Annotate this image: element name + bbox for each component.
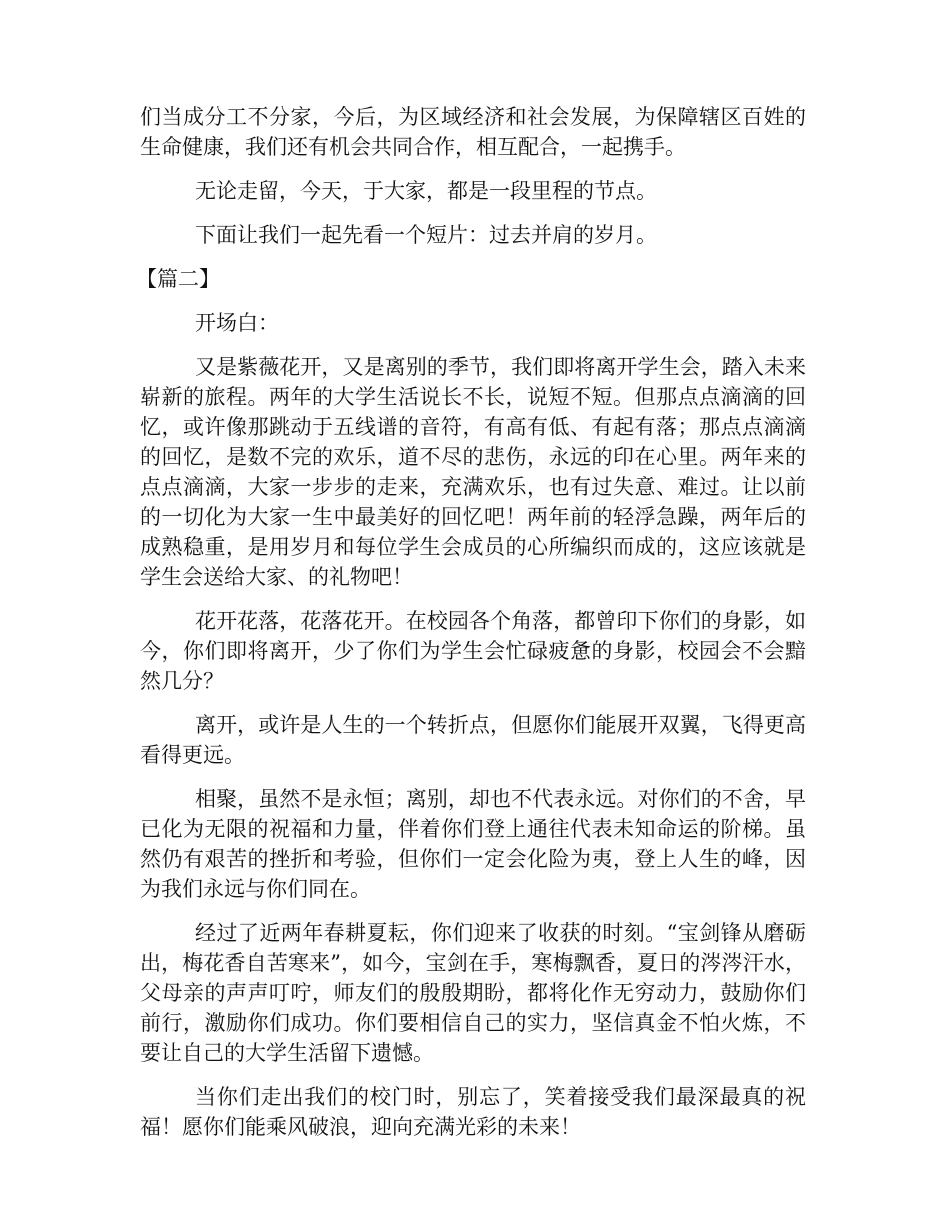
paragraph-turning-point: 离开，或许是人生的一个转折点，但愿你们能展开双翼，飞得更高看得更远。 xyxy=(140,713,806,767)
paragraph-reunion: 相聚，虽然不是永恒；离别，却也不代表永远。对你们的不舍，早已化为无限的祝福和力量，伴着你们登上通往代表未知命运的阶梯。虽然仍有艰苦的挫折和考验，但你们一定会化险为夷，登上人生的峰，因为我们永远与你们同在。 xyxy=(140,787,806,901)
paragraph-blessing: 当你们走出我们的校门时，别忘了，笑着接受我们最深最真的祝福！愿你们能乘风破浪，迎向充满光彩的未来！ xyxy=(140,1085,806,1139)
document-page xyxy=(136,102,806,1156)
continuation-paragraph: 们当成分工不分家，今后，为区域经济和社会发展，为保障辖区百姓的生命健康，我们还有机会共同合作，相互配合，一起携手。 xyxy=(140,105,806,159)
paragraph-video-intro: 下面让我们一起先看一个短片：过去并肩的岁月。 xyxy=(195,223,657,247)
paragraph-crape-myrtle: 又是紫薇花开，又是离别的季节，我们即将离开学生会，踏入未来崭新的旅程。两年的大学生活说长不长，说短不短。但那点点滴滴的回忆，或许像那跳动于五线谱的音符，有高有低、有起有落；那点点滴滴的回忆，是数不完的欢乐，道不尽的悲伤，永远的印在心里。两年来的点点滴滴，大家一步步的走来，充满欢乐，也有过失意、难过。让以前的一切化为大家一生中最美好的回忆吧！两年前的轻浮急躁，两年后的成熟稳重，是用岁月和每位学生会成员的心所编织而成的，这应该就是学生会送给大家、的礼物吧！ xyxy=(140,355,806,589)
paragraph-farewell-milestone: 无论走留，今天，于大家，都是一段里程的节点。 xyxy=(195,179,657,203)
paragraph-harvest: 经过了近两年春耕夏耘，你们迎来了收获的时刻。“宝剑锋从磨砺出，梅花香自苦寒来”，如今，宝剑在手，寒梅飘香，夏日的涔涔汗水，父母亲的声声叮咛，师友们的殷殷期盼，都将化作无穷动力，鼓励你们前行，激励你们成功。你们要相信自己的实力，坚信真金不怕火炼，不要让自己的大学生活留下遗憾。 xyxy=(140,921,806,1065)
section-heading: 【篇二】 xyxy=(136,267,220,291)
opening-label: 开场白： xyxy=(195,311,279,335)
paragraph-flowers: 花开花落，花落花开。在校园各个角落，都曾印下你们的身影，如今，你们即将离开，少了你们为学生会忙碌疲惫的身影，校园会不会黯然几分？ xyxy=(140,609,806,693)
